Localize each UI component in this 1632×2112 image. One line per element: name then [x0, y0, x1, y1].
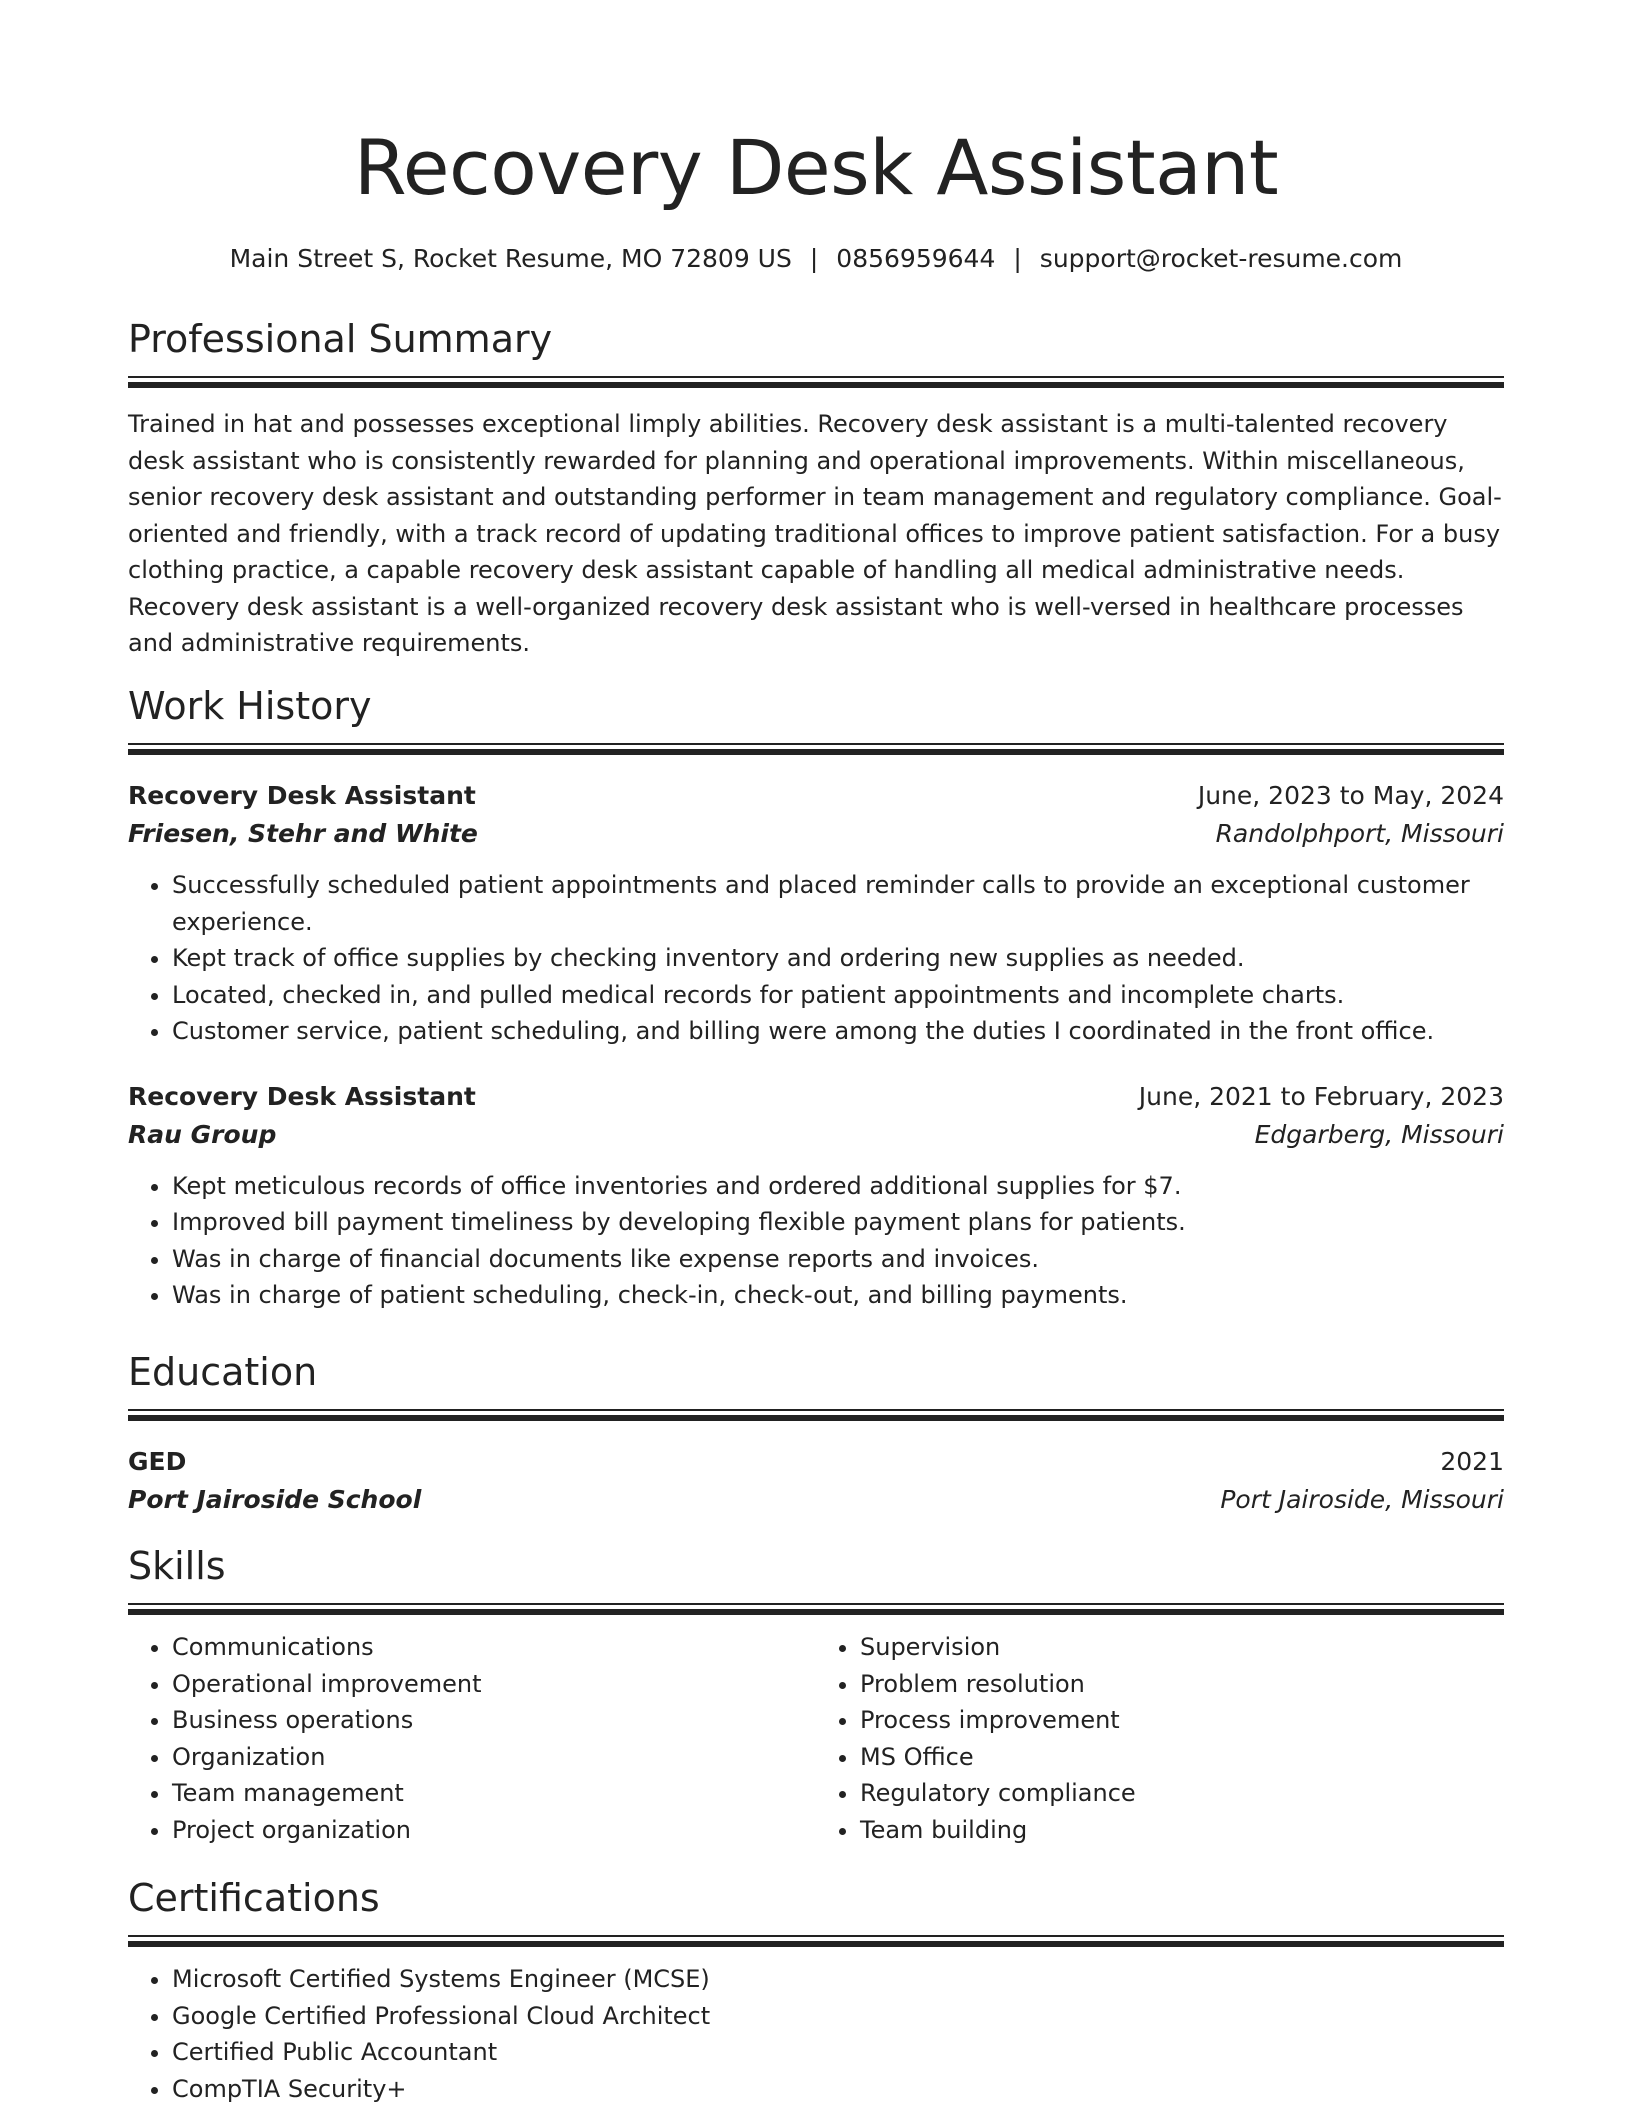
contact-address: Main Street S, Rocket Resume, MO 72809 US [229, 244, 792, 273]
section-title-skills: Skills [128, 1544, 226, 1588]
list-item: • Team management [172, 1775, 816, 1812]
section-divider [128, 376, 1504, 388]
list-item: • Kept track of office supplies by checking inventory and ordering new supplies as needed. [172, 940, 1504, 977]
education-school: Port Jairoside School [128, 1485, 422, 1514]
list-item: • Customer service, patient scheduling, and billing were among the duties I coordinated in the front office. [172, 1013, 1504, 1050]
job-entry [128, 1078, 1504, 1314]
list-item: • Business operations [172, 1702, 816, 1739]
list-item: • Problem resolution [860, 1666, 1504, 1703]
list-item: • Project organization [172, 1812, 816, 1849]
list-item: • Located, checked in, and pulled medical records for patient appointments and incomplete charts. [172, 977, 1504, 1014]
job-company-row [128, 1116, 1504, 1154]
contact-separator: | [1013, 244, 1022, 273]
list-item: • Microsoft Certified Systems Engineer (MCSE) [172, 1961, 1504, 1998]
job-company: Friesen, Stehr and White [128, 819, 478, 848]
job-entry [128, 777, 1504, 1050]
education-location: Port Jairoside, Missouri [1220, 1485, 1504, 1514]
list-item: • Team building [860, 1812, 1504, 1849]
list-item: • Regulatory compliance [860, 1775, 1504, 1812]
job-header-row [128, 1078, 1504, 1116]
list-item: • MS Office [860, 1739, 1504, 1776]
section-title-certifications: Certifications [128, 1876, 380, 1920]
job-company: Rau Group [128, 1119, 277, 1149]
summary-text: Trained in hat and possesses exceptional limply abilities. Recovery desk assistant is a multi-talented recovery desk assistant who is consistently rewarded for planning and operational improvements. Within miscellaneous, senior recovery desk assistant and outstanding performer in team management and regulatory compliance. Goal-oriented and friendly, with a track record of updating traditional offices to improve patient satisfaction. For a busy clothing practice, a capable recovery desk assistant capable of handling all medical administrative needs. Recovery desk assistant is a well-organized recovery desk assistant who is well-versed in healthcare processes and administrative requirements. [128, 410, 1502, 657]
certifications-list [128, 1961, 1504, 2107]
job-role: Recovery Desk Assistant [128, 1081, 476, 1111]
section-title-work: Work History [128, 684, 372, 728]
skills-list-right [816, 1629, 1504, 1848]
list-item: • Kept meticulous records of office inventories and ordered additional supplies for $7. [172, 1168, 1504, 1205]
contact-line [128, 242, 1504, 276]
summary-section [128, 316, 1504, 662]
job-dates: June, 2023 to May, 2024 [1197, 781, 1504, 810]
section-divider [128, 1409, 1504, 1421]
list-item: • Successfully scheduled patient appointments and placed reminder calls to provide an exceptional customer experience. [172, 867, 1504, 940]
education-year: 2021 [1440, 1447, 1504, 1476]
education-school-row [128, 1481, 1504, 1519]
skills-grid [128, 1629, 1504, 1848]
list-item: • Certified Public Accountant [172, 2034, 1504, 2071]
contact-separator: | [809, 244, 819, 273]
list-item: • Was in charge of financial documents like expense reports and invoices. [172, 1241, 1504, 1278]
section-divider [128, 1603, 1504, 1615]
section-title-education: Education [128, 1350, 318, 1394]
list-item: • Process improvement [860, 1702, 1504, 1739]
resume-name: Recovery Desk Assistant [353, 123, 1279, 212]
contact-email: support@rocket-resume.com [1039, 244, 1403, 273]
job-location: Edgarberg, Missouri [1254, 1119, 1504, 1149]
list-item: • Organization [172, 1739, 816, 1776]
work-history-section [128, 683, 1504, 1314]
section-divider [128, 743, 1504, 755]
list-item: • Operational improvement [172, 1666, 816, 1703]
education-degree: GED [128, 1447, 187, 1476]
list-item: • CompTIA Security+ [172, 2071, 1504, 2108]
certifications-section [128, 1875, 1504, 2107]
job-dates: June, 2021 to February, 2023 [1138, 1081, 1504, 1111]
job-bullets [128, 1168, 1504, 1314]
skills-list-left [128, 1629, 816, 1848]
job-header-row [128, 777, 1504, 815]
list-item: • Was in charge of patient scheduling, check-in, check-out, and billing payments. [172, 1277, 1504, 1314]
list-item: • Communications [172, 1629, 816, 1666]
job-bullets [128, 867, 1504, 1050]
education-section [128, 1349, 1504, 1519]
section-title-summary: Professional Summary [128, 317, 553, 361]
list-item: • Supervision [860, 1629, 1504, 1666]
list-item: • Improved bill payment timeliness by developing flexible payment plans for patients. [172, 1204, 1504, 1241]
contact-phone: 0856959644 [836, 244, 996, 273]
education-entry [128, 1443, 1504, 1519]
job-role: Recovery Desk Assistant [128, 781, 476, 810]
skills-section [128, 1543, 1504, 1848]
section-divider [128, 1935, 1504, 1947]
job-company-row [128, 815, 1504, 853]
job-location: Randolphport, Missouri [1215, 819, 1504, 848]
list-item: • Google Certified Professional Cloud Architect [172, 1998, 1504, 2035]
education-header-row [128, 1443, 1504, 1481]
